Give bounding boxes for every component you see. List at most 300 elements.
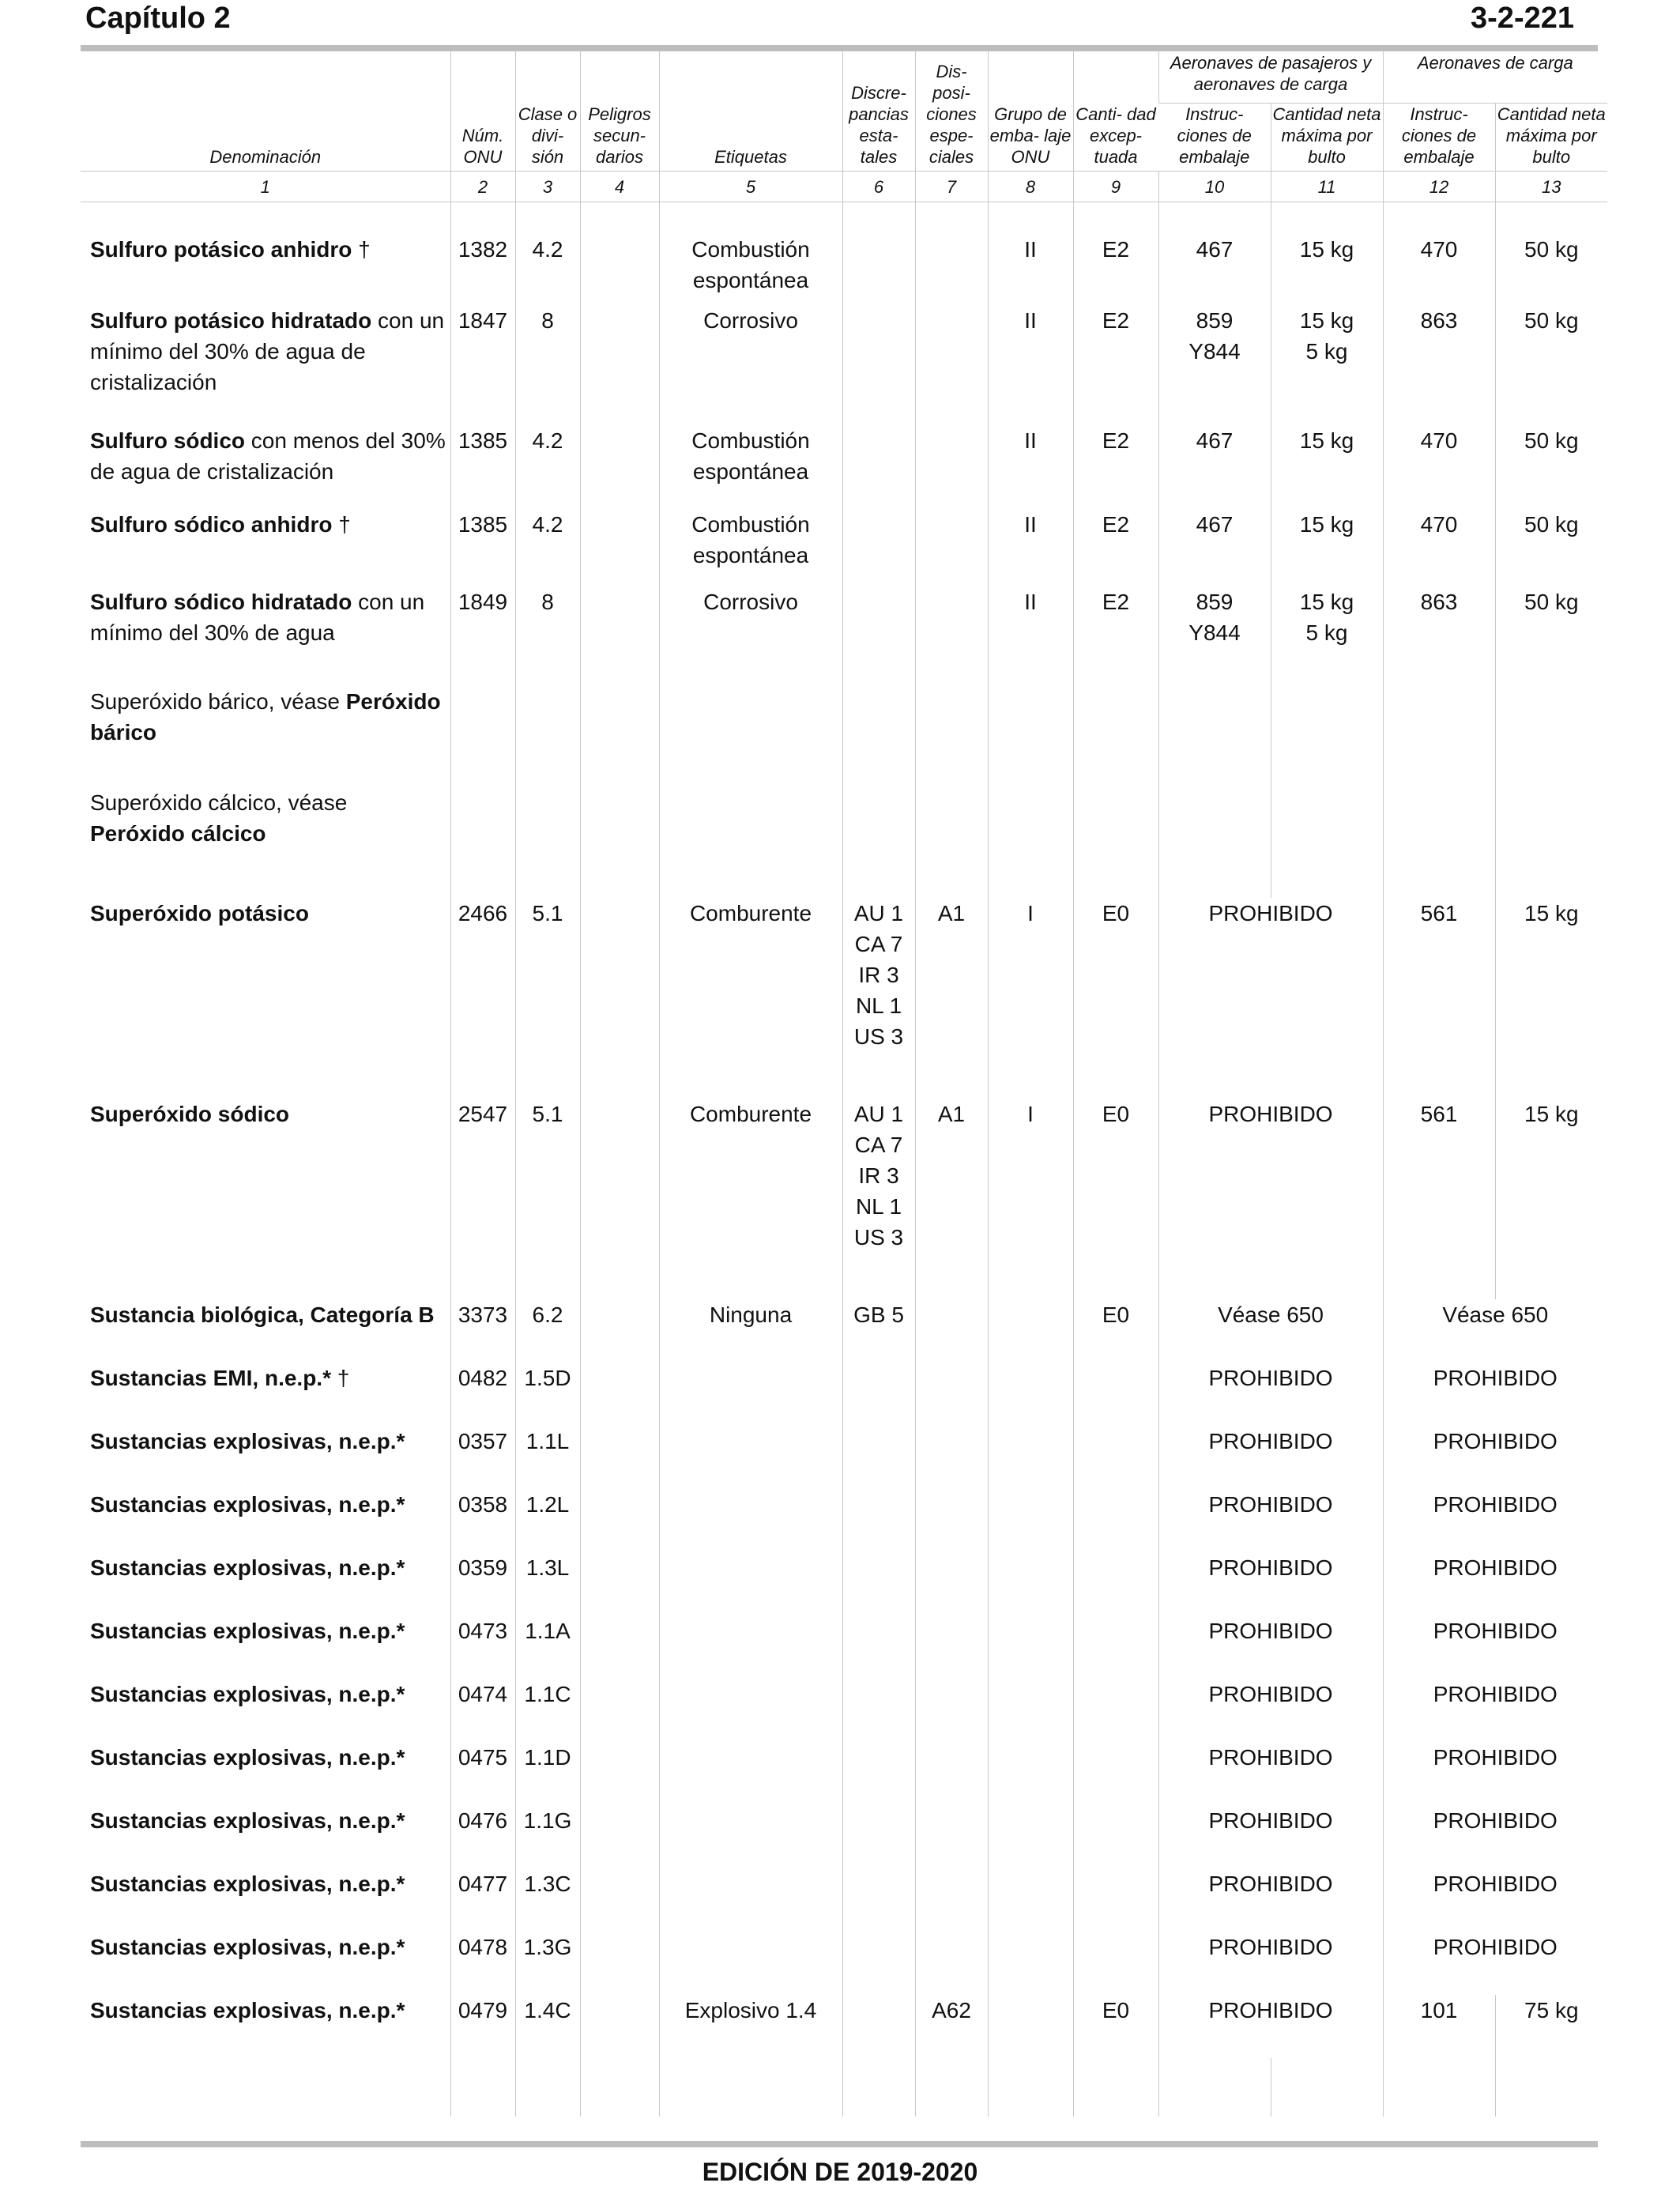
- qty-cargo: 50 kg: [1495, 509, 1607, 586]
- subsidiary-hazard: [580, 586, 659, 686]
- hazard-label: Corrosivo: [659, 305, 842, 425]
- class-division: 5.1: [515, 898, 580, 1099]
- special-provisions: [915, 1299, 988, 1363]
- empty-cell: [988, 2058, 1073, 2117]
- empty-cell: [580, 686, 659, 787]
- subsidiary-hazard: [580, 1742, 659, 1805]
- qty-cargo: 50 kg: [1495, 305, 1607, 425]
- subsidiary-hazard: [580, 1363, 659, 1426]
- name-bold: Sustancias explosivas, n.e.p.*: [90, 1808, 405, 1833]
- excepted-quantity: E2: [1073, 509, 1158, 586]
- substance-name: [81, 1363, 450, 1426]
- passenger-span: PROHIBIDO: [1158, 1742, 1383, 1805]
- column-number: 1: [81, 172, 450, 202]
- state-variations: [842, 1805, 915, 1868]
- passenger-span: PROHIBIDO: [1158, 1489, 1383, 1552]
- subsidiary-hazard: [580, 305, 659, 425]
- header-qty-cargo: Cantidad neta máxima por bulto: [1495, 104, 1607, 172]
- class-division: 4.2: [515, 425, 580, 509]
- hazard-label: Ninguna: [659, 1299, 842, 1363]
- state-variations: [842, 509, 915, 586]
- excepted-quantity: [1073, 1363, 1158, 1426]
- empty-cell: [580, 2058, 659, 2117]
- packing-group: [988, 1426, 1073, 1489]
- packing-group: II: [988, 305, 1073, 425]
- empty-cell: [988, 787, 1073, 898]
- qty-cargo: 50 kg: [1495, 425, 1607, 509]
- packing-group: [988, 1552, 1073, 1615]
- class-division: 1.5D: [515, 1363, 580, 1426]
- header-excepted-qty: Canti- dad excep- tuada: [1073, 51, 1158, 172]
- un-number: 0358: [450, 1489, 515, 1552]
- un-number: 1847: [450, 305, 515, 425]
- substance-name: [81, 1742, 450, 1805]
- qty-cargo: 75 kg: [1495, 1995, 1607, 2058]
- excepted-quantity: [1073, 1742, 1158, 1805]
- header-denominacion: Denominación: [209, 147, 322, 167]
- name-rest: †: [332, 512, 351, 537]
- subsidiary-hazard: [580, 234, 659, 305]
- table-row: [81, 1932, 1607, 1995]
- class-division: 1.1L: [515, 1426, 580, 1489]
- class-division: 1.3L: [515, 1552, 580, 1615]
- packing-group: [988, 1615, 1073, 1679]
- class-division: 4.2: [515, 509, 580, 586]
- table-row: [81, 1363, 1607, 1426]
- un-number: 3373: [450, 1299, 515, 1363]
- class-division: 1.1A: [515, 1615, 580, 1679]
- subsidiary-hazard: [580, 1995, 659, 2058]
- packing-group: [988, 1299, 1073, 1363]
- empty-cell: [1383, 2058, 1495, 2117]
- table-row: [81, 1868, 1607, 1932]
- class-division: 1.3C: [515, 1868, 580, 1932]
- empty-cell: [450, 787, 515, 898]
- column-number: 3: [515, 172, 580, 202]
- substance-name: [81, 305, 450, 425]
- header-class: Clase o divi- sión: [515, 51, 580, 172]
- substance-name: [81, 1489, 450, 1552]
- qty-cargo: 50 kg: [1495, 234, 1607, 305]
- state-variation-line: AU 1: [853, 901, 904, 925]
- pi-passenger-line: 859: [1196, 308, 1234, 333]
- pi-cargo: 470: [1383, 425, 1495, 509]
- state-variations: [842, 1099, 915, 1299]
- hazard-label: Combustión espontánea: [659, 509, 842, 586]
- hazard-label: [659, 1868, 842, 1932]
- table-row: [81, 898, 1607, 1099]
- special-provisions: [915, 234, 988, 305]
- hazard-label: [659, 1615, 842, 1679]
- class-division: 1.1D: [515, 1742, 580, 1805]
- hazard-label: [659, 1552, 842, 1615]
- name-bold: Superóxido potásico: [90, 901, 309, 925]
- state-variations: [842, 1868, 915, 1932]
- table-row: [81, 1099, 1607, 1299]
- column-number: 7: [915, 172, 988, 202]
- name-bold: Sustancias explosivas, n.e.p.*: [90, 1872, 405, 1896]
- passenger-span: PROHIBIDO: [1158, 1932, 1383, 1995]
- empty-cell: [1495, 686, 1607, 787]
- substance-name: [81, 1995, 450, 2058]
- qty-passenger: 15 kg: [1271, 425, 1383, 509]
- name-bold: Sulfuro sódico hidratado: [90, 590, 352, 614]
- substance-name: [81, 1615, 450, 1679]
- class-division: 1.1C: [515, 1679, 580, 1742]
- subsidiary-hazard: [580, 1805, 659, 1868]
- special-provisions: [915, 1679, 988, 1742]
- state-variations: GB 5: [842, 1299, 915, 1363]
- un-number: 0474: [450, 1679, 515, 1742]
- name-rest: †: [330, 1366, 350, 1390]
- pi-cargo: 863: [1383, 586, 1495, 686]
- table-body: [81, 202, 1607, 2117]
- empty-cell: [450, 2058, 515, 2117]
- cargo-span: Véase 650: [1383, 1299, 1607, 1363]
- pi-cargo: 561: [1383, 898, 1495, 1099]
- name-rest: con un mínimo del 30% de agua: [90, 590, 425, 645]
- special-provisions: [915, 1363, 988, 1426]
- subsidiary-hazard: [580, 1299, 659, 1363]
- qty-passenger-line: 5 kg: [1305, 339, 1348, 364]
- qty-cargo: 15 kg: [1495, 898, 1607, 1099]
- cargo-span: PROHIBIDO: [1383, 1426, 1607, 1489]
- empty-cell: [1271, 686, 1383, 787]
- empty-cell: [842, 787, 915, 898]
- page-number: 3-2-221: [1471, 2, 1574, 35]
- header-variations: Discre- pancias esta- tales: [842, 51, 915, 172]
- excepted-quantity: [1073, 1552, 1158, 1615]
- header-packing-group: Grupo de emba- laje ONU: [988, 51, 1073, 172]
- passenger-span: PROHIBIDO: [1158, 1552, 1383, 1615]
- name-bold: Sulfuro potásico anhidro: [90, 237, 352, 262]
- hazard-label: [659, 1426, 842, 1489]
- table-row: [81, 305, 1607, 425]
- name-bold: Sulfuro sódico anhidro: [90, 512, 333, 537]
- passenger-span: PROHIBIDO: [1158, 1995, 1383, 2058]
- column-number: 8: [988, 172, 1073, 202]
- excepted-quantity: E0: [1073, 1299, 1158, 1363]
- special-provisions: A62: [915, 1995, 988, 2058]
- substance-name: [81, 234, 450, 305]
- class-division: 1.2L: [515, 1489, 580, 1552]
- excepted-quantity: E2: [1073, 234, 1158, 305]
- qty-passenger: 15 kg: [1271, 234, 1383, 305]
- table-row: [81, 234, 1607, 305]
- header-special-provisions: Dis- posi- ciones espe- ciales: [915, 51, 988, 172]
- class-division: 5.1: [515, 1099, 580, 1299]
- column-number-row: [81, 172, 1607, 202]
- state-variations: [842, 425, 915, 509]
- qty-passenger-line: 15 kg: [1299, 590, 1354, 614]
- un-number: 2547: [450, 1099, 515, 1299]
- empty-cell: [1383, 686, 1495, 787]
- table-row: [81, 1805, 1607, 1868]
- hazard-label: [659, 1932, 842, 1995]
- table-row: [81, 1995, 1607, 2058]
- excepted-quantity: [1073, 1679, 1158, 1742]
- name-rest: †: [352, 237, 371, 262]
- state-variation-line: AU 1: [853, 1102, 904, 1126]
- class-division: 1.4C: [515, 1995, 580, 2058]
- substance-name: [81, 1426, 450, 1489]
- packing-group: II: [988, 425, 1073, 509]
- empty-cell: [1271, 2058, 1383, 2117]
- state-variations: [842, 586, 915, 686]
- special-provisions: [915, 1868, 988, 1932]
- empty-cell: [580, 787, 659, 898]
- empty-cell: [1158, 686, 1271, 787]
- packing-group: II: [988, 234, 1073, 305]
- state-variations: [842, 1679, 915, 1742]
- un-number: 0477: [450, 1868, 515, 1932]
- header-group-cargo: Aeronaves de carga: [1383, 51, 1607, 104]
- dangerous-goods-table: [81, 51, 1607, 2117]
- subsidiary-hazard: [580, 1099, 659, 1299]
- excepted-quantity: [1073, 1805, 1158, 1868]
- empty-cell: [659, 787, 842, 898]
- pi-passenger-line: Y844: [1188, 620, 1241, 645]
- substance-name: [81, 1299, 450, 1363]
- pi-passenger: [1158, 586, 1271, 686]
- subsidiary-hazard: [580, 509, 659, 586]
- table-row: [81, 586, 1607, 686]
- substance-name: [81, 509, 450, 586]
- state-variations: [842, 1363, 915, 1426]
- column-number: 10: [1158, 172, 1271, 202]
- pi-passenger: 467: [1158, 234, 1271, 305]
- state-variation-line: IR 3: [858, 1163, 899, 1188]
- excepted-quantity: E2: [1073, 586, 1158, 686]
- cargo-span: PROHIBIDO: [1383, 1742, 1607, 1805]
- packing-group: [988, 1742, 1073, 1805]
- state-variation-line: CA 7: [854, 1133, 903, 1157]
- subsidiary-hazard: [580, 1868, 659, 1932]
- special-provisions: [915, 1552, 988, 1615]
- substance-name: [81, 586, 450, 686]
- table-row: [81, 1615, 1607, 1679]
- hazard-label: Combustión espontánea: [659, 234, 842, 305]
- un-number: 0357: [450, 1426, 515, 1489]
- state-variations: [842, 305, 915, 425]
- column-number: 2: [450, 172, 515, 202]
- state-variations: [842, 1615, 915, 1679]
- hazard-label: [659, 1489, 842, 1552]
- un-number: 1385: [450, 509, 515, 586]
- qty-passenger-line: 15 kg: [1299, 308, 1354, 333]
- pi-passenger-line: Y844: [1188, 339, 1241, 364]
- pi-passenger: [1158, 305, 1271, 425]
- substance-name: [81, 425, 450, 509]
- filler-row: [81, 2058, 1607, 2117]
- class-division: 1.1G: [515, 1805, 580, 1868]
- header-qty-passenger: Cantidad neta máxima por bulto: [1271, 104, 1383, 172]
- substance-name: [81, 1679, 450, 1742]
- header-labels: Etiquetas: [659, 51, 842, 172]
- state-variation-line: NL 1: [855, 1194, 902, 1219]
- edition-footer: EDICIÓN DE 2019-2020: [702, 2158, 978, 2186]
- qty-passenger: 15 kg: [1271, 509, 1383, 586]
- un-number: 0482: [450, 1363, 515, 1426]
- cargo-span: PROHIBIDO: [1383, 1932, 1607, 1995]
- special-provisions: [915, 1615, 988, 1679]
- excepted-quantity: E0: [1073, 898, 1158, 1099]
- packing-group: [988, 1489, 1073, 1552]
- empty-cell: [515, 787, 580, 898]
- cargo-span: PROHIBIDO: [1383, 1679, 1607, 1742]
- class-division: 8: [515, 586, 580, 686]
- pi-passenger: 467: [1158, 425, 1271, 509]
- excepted-quantity: E2: [1073, 305, 1158, 425]
- name-bold: Sulfuro potásico hidratado: [90, 308, 372, 333]
- subsidiary-hazard: [580, 425, 659, 509]
- passenger-span: PROHIBIDO: [1158, 898, 1383, 1099]
- table-row: [81, 1679, 1607, 1742]
- header-group-passenger: Aeronaves de pasajeros y aeronaves de carga: [1158, 51, 1383, 104]
- un-number: 0479: [450, 1995, 515, 2058]
- column-number: 13: [1495, 172, 1607, 202]
- cargo-span: PROHIBIDO: [1383, 1615, 1607, 1679]
- passenger-span: Véase 650: [1158, 1299, 1383, 1363]
- empty-cell: [842, 686, 915, 787]
- empty-cell: [1495, 787, 1607, 898]
- name-reference: Peróxido cálcico: [90, 821, 266, 846]
- table-row: [81, 509, 1607, 586]
- name-bold: Sustancias EMI, n.e.p.*: [90, 1366, 331, 1390]
- packing-group: [988, 1995, 1073, 2058]
- cargo-span: PROHIBIDO: [1383, 1363, 1607, 1426]
- subsidiary-hazard: [580, 1679, 659, 1742]
- special-provisions: [915, 1742, 988, 1805]
- hazard-label: Corrosivo: [659, 586, 842, 686]
- substance-name: [81, 1805, 450, 1868]
- excepted-quantity: E0: [1073, 1995, 1158, 2058]
- substance-name: [81, 1932, 450, 1995]
- un-number: 0473: [450, 1615, 515, 1679]
- state-variations: [842, 1995, 915, 2058]
- packing-group: II: [988, 509, 1073, 586]
- packing-group: I: [988, 1099, 1073, 1299]
- header-pi-passenger: Instruc- ciones de embalaje: [1177, 104, 1252, 167]
- name-bold: Superóxido sódico: [90, 1102, 290, 1126]
- state-variations: [842, 1489, 915, 1552]
- un-number: 1385: [450, 425, 515, 509]
- header-pi-cargo: Instruc- ciones de embalaje: [1383, 104, 1495, 172]
- pi-passenger-line: 859: [1196, 590, 1234, 614]
- special-provisions: [915, 509, 988, 586]
- special-provisions: [915, 305, 988, 425]
- name-bold: Sulfuro sódico: [90, 428, 245, 453]
- state-variation-line: CA 7: [854, 932, 903, 956]
- un-number: 1382: [450, 234, 515, 305]
- cargo-span: PROHIBIDO: [1383, 1868, 1607, 1932]
- empty-cell: [450, 686, 515, 787]
- pi-cargo: 101: [1383, 1995, 1495, 2058]
- un-number: 1849: [450, 586, 515, 686]
- un-number: 0478: [450, 1932, 515, 1995]
- state-variations: [842, 1552, 915, 1615]
- column-number: 11: [1271, 172, 1383, 202]
- spacer-row: [81, 202, 1607, 235]
- subsidiary-hazard: [580, 898, 659, 1099]
- name-bold: Sustancia biológica, Categoría B: [90, 1302, 435, 1327]
- special-provisions: [915, 1805, 988, 1868]
- empty-cell: [81, 2058, 450, 2117]
- special-provisions: A1: [915, 898, 988, 1099]
- excepted-quantity: [1073, 1932, 1158, 1995]
- excepted-quantity: E2: [1073, 425, 1158, 509]
- hazard-label: [659, 1679, 842, 1742]
- table-row: [81, 1742, 1607, 1805]
- passenger-span: PROHIBIDO: [1158, 1099, 1383, 1299]
- bottom-rule: [81, 2141, 1598, 2147]
- table-row: [81, 1552, 1607, 1615]
- empty-cell: [1158, 2058, 1271, 2117]
- un-number: 0475: [450, 1742, 515, 1805]
- name-rest: con menos del 30% de agua de cristalización: [90, 428, 446, 484]
- empty-cell: [915, 686, 988, 787]
- empty-cell: [1271, 787, 1383, 898]
- cargo-span: PROHIBIDO: [1383, 1489, 1607, 1552]
- cargo-span: PROHIBIDO: [1383, 1552, 1607, 1615]
- hazard-label: [659, 1363, 842, 1426]
- empty-cell: [515, 2058, 580, 2117]
- name-text: Superóxido cálcico, véase: [90, 790, 348, 815]
- header-un-number: Núm. ONU: [450, 51, 515, 172]
- hazard-label: Comburente: [659, 898, 842, 1099]
- empty-cell: [1073, 686, 1158, 787]
- packing-group: [988, 1805, 1073, 1868]
- table-row: [81, 1426, 1607, 1489]
- qty-passenger: [1271, 586, 1383, 686]
- packing-group: [988, 1363, 1073, 1426]
- column-number: 4: [580, 172, 659, 202]
- state-variations: [842, 1742, 915, 1805]
- un-number: 2466: [450, 898, 515, 1099]
- substance-name: [81, 686, 450, 787]
- empty-cell: [659, 2058, 842, 2117]
- table-row: [81, 787, 1607, 898]
- empty-cell: [659, 686, 842, 787]
- un-number: 0476: [450, 1805, 515, 1868]
- empty-cell: [1383, 787, 1495, 898]
- packing-group: II: [988, 586, 1073, 686]
- packing-group: [988, 1932, 1073, 1995]
- state-variation-line: NL 1: [855, 993, 902, 1018]
- packing-group: I: [988, 898, 1073, 1099]
- column-number: 12: [1383, 172, 1495, 202]
- header-subsidiary: Peligros secun- darios: [580, 51, 659, 172]
- name-bold: Sustancias explosivas, n.e.p.*: [90, 1998, 405, 2022]
- excepted-quantity: [1073, 1489, 1158, 1552]
- column-number: 6: [842, 172, 915, 202]
- passenger-span: PROHIBIDO: [1158, 1679, 1383, 1742]
- name-bold: Sustancias explosivas, n.e.p.*: [90, 1429, 405, 1453]
- qty-cargo: 15 kg: [1495, 1099, 1607, 1299]
- name-text: Superóxido bárico, véase: [90, 689, 346, 714]
- hazard-label: [659, 1805, 842, 1868]
- pi-cargo: 470: [1383, 234, 1495, 305]
- subsidiary-hazard: [580, 1489, 659, 1552]
- excepted-quantity: [1073, 1615, 1158, 1679]
- state-variation-line: US 3: [853, 1024, 904, 1049]
- passenger-span: PROHIBIDO: [1158, 1868, 1383, 1932]
- qty-cargo: 50 kg: [1495, 586, 1607, 686]
- table-row: [81, 686, 1607, 787]
- hazard-label: Combustión espontánea: [659, 425, 842, 509]
- name-bold: Sustancias explosivas, n.e.p.*: [90, 1619, 405, 1643]
- empty-cell: [988, 686, 1073, 787]
